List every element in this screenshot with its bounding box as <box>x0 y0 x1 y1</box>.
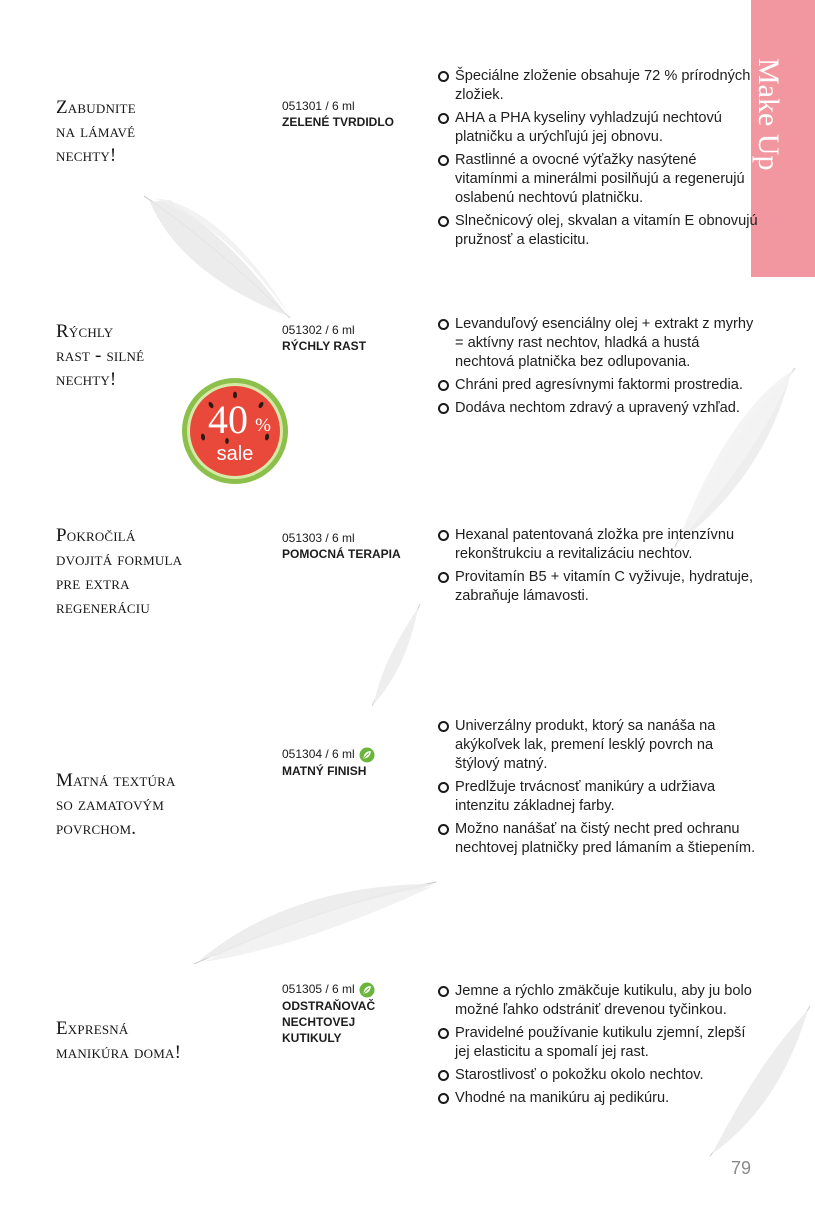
bullet-icon <box>438 155 449 166</box>
bullet-icon <box>438 403 449 414</box>
product-code: 051301 / 6 ml <box>282 99 355 113</box>
leaf-icon <box>359 747 375 763</box>
product-features <box>438 982 758 1112</box>
product-code-block <box>282 746 422 779</box>
feature-item: Dodáva nechtom zdravý a upravený vzhľad. <box>438 399 758 418</box>
product-name: POMOCNÁ TERAPIA <box>282 547 401 561</box>
feature-item: Chráni pred agresívnymi faktormi prostredia. <box>438 376 758 395</box>
product-name: ZELENÉ TVRDIDLO <box>282 115 395 129</box>
product-headline <box>56 1017 181 1065</box>
feature-item: Starostlivosť o pokožku okolo nechtov. <box>438 1066 758 1085</box>
product-name: RÝCHLY RAST <box>282 339 367 353</box>
headline-line: nechty! <box>56 369 117 390</box>
headline-line: rast - silné <box>56 345 145 366</box>
product-headline <box>56 320 144 392</box>
headline-line: na lámavé <box>56 121 136 142</box>
sale-percent-sign: % <box>255 415 271 436</box>
feature-item: Jemne a rýchlo zmäkčuje kutikulu, aby ju bolo možné ľahko odstrániť drevenou tyčinkou. <box>438 982 758 1020</box>
sale-percent: 40 <box>208 397 248 442</box>
bullet-icon <box>438 71 449 82</box>
headline-line: Matná textúra <box>56 770 176 791</box>
bullet-icon <box>438 530 449 541</box>
feature-item: AHA a PHA kyseliny vyhladzujú nechtovú platničku a urýchľujú jej obnovu. <box>438 109 758 147</box>
product-code: 051302 / 6 ml <box>282 323 355 337</box>
bullet-icon <box>438 824 449 835</box>
page-number: 79 <box>731 1158 752 1178</box>
product-features <box>438 315 758 422</box>
sale-word: sale <box>216 443 254 465</box>
feather-decoration <box>190 870 440 970</box>
bullet-icon <box>438 216 449 227</box>
bullet-icon <box>438 1093 449 1104</box>
bullet-icon <box>438 319 449 330</box>
headline-line: Rýchly <box>56 321 114 342</box>
bullet-icon <box>438 721 449 732</box>
bullet-icon <box>438 380 449 391</box>
feather-decoration <box>360 600 430 710</box>
headline-line: Zabudnite <box>56 97 136 118</box>
feature-item: Možno nanášať na čistý necht pred ochranu nechtovej platničky pred lámaním a štiepením. <box>438 820 758 858</box>
headline-line: nechty! <box>56 145 117 166</box>
headline-line: so zamatovým <box>56 794 165 815</box>
bullet-icon <box>438 113 449 124</box>
feature-item: Špeciálne zloženie obsahuje 72 % prírodných zložiek. <box>438 67 758 105</box>
bullet-icon <box>438 572 449 583</box>
feature-item: Rastlinné a ovocné výťažky nasýtené vitamínmi a minerálmi posilňujú a regenerujú oslabenú nechtovú platničku. <box>438 151 758 208</box>
headline-line: Pokročilá <box>56 525 136 546</box>
feature-item: Provitamín B5 + vitamín C vyživuje, hydratuje, zabraňuje lámavosti. <box>438 568 758 606</box>
feature-item: Levanduľový esenciálny olej + extrakt z myrhy = aktívny rast nechtov, hladká a hustá nechtová platnička bez odlupovania. <box>438 315 758 372</box>
product-code-block <box>282 981 402 1046</box>
headline-line: pre extra <box>56 573 130 594</box>
feature-item: Vhodné na manikúru aj pedikúru. <box>438 1089 758 1108</box>
product-code-block <box>282 530 422 562</box>
feature-item: Slnečnicový olej, skvalan a vitamín E obnovujú pružnosť a elasticitu. <box>438 212 758 250</box>
product-headline <box>56 769 176 841</box>
product-code: 051304 / 6 ml <box>282 746 422 763</box>
feather-decoration <box>140 190 300 330</box>
product-code-block <box>282 98 422 130</box>
headline-line: Expresná <box>56 1018 129 1039</box>
feature-item: Univerzálny produkt, ktorý sa nanáša na akýkoľvek lak, premení lesklý povrch na štýlový matný. <box>438 717 758 774</box>
bullet-icon <box>438 986 449 997</box>
headline-line: dvojitá formula <box>56 549 183 570</box>
feature-item: Hexanal patentovaná zložka pre intenzívnu rekonštrukciu a revitalizáciu nechtov. <box>438 526 758 564</box>
product-code: 051305 / 6 ml <box>282 981 402 998</box>
headline-line: povrchom. <box>56 818 137 839</box>
product-headline <box>56 96 136 168</box>
bullet-icon <box>438 782 449 793</box>
headline-line: regeneráciu <box>56 597 150 618</box>
product-code-block <box>282 322 422 354</box>
section-tab <box>751 0 815 277</box>
product-code: 051303 / 6 ml <box>282 531 355 545</box>
product-features <box>438 526 758 610</box>
headline-line: manikúra doma! <box>56 1042 182 1063</box>
bullet-icon <box>438 1070 449 1081</box>
feature-item: Predlžuje trvácnosť manikúry a udržiava intenzitu základnej farby. <box>438 778 758 816</box>
product-features <box>438 67 758 254</box>
feature-item: Pravidelné používanie kutikulu zjemní, zlepší jej elasticitu a spomalí jej rast. <box>438 1024 758 1062</box>
product-name: MATNÝ FINISH <box>282 763 367 778</box>
sale-badge <box>181 377 289 485</box>
product-name: ODSTRAŇOVAČ NECHTOVEJ KUTIKULY <box>282 998 376 1045</box>
bullet-icon <box>438 1028 449 1039</box>
leaf-icon <box>359 982 375 998</box>
product-headline <box>56 524 182 620</box>
product-features <box>438 717 758 862</box>
section-tab-label: Make Up <box>752 58 785 171</box>
